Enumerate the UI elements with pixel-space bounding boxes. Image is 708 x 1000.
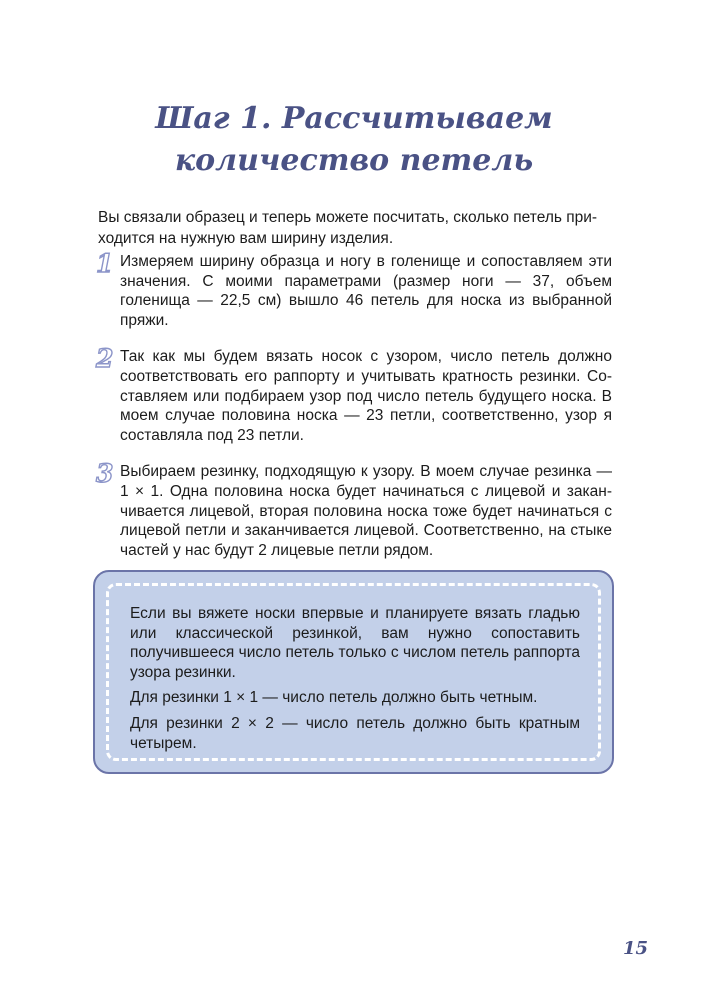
tip-paragraph: Для резинки 2 × 2 — число петель должно быть кратным четырем.: [130, 714, 580, 752]
step-number: 2: [96, 344, 114, 374]
step-item: [96, 344, 612, 445]
page-number: 15: [622, 938, 648, 959]
page-title: Шаг 1. Рассчитываем количество петель: [155, 101, 553, 178]
step-text: Выбираем резинку, подходящую к узору. В моем случае резинка — 1 × 1. Одна половина носка будет начинаться с лицевой и заканчивается лицевой, вторая половина носка тоже будет начинаться с лицевой петли и заканчивается лицевой. Соответственно, на стыке частей у нас будут 2 лицевые петли рядом.: [120, 463, 612, 559]
tip-paragraph: Если вы вяжете носки впервые и планируете вязать гладью или классической резинкой, вам нужно сопоставить получившееся число петель только с числом петель раппорта узора резинки.: [130, 605, 580, 681]
step-item: [96, 249, 612, 330]
step-number: 3: [96, 459, 114, 489]
step-number: 1: [96, 249, 114, 278]
tip-box-content: [130, 604, 580, 759]
tip-paragraph: Для резинки 1 × 1 — число петель должно быть четным.: [130, 689, 538, 707]
step-text: Так как мы будем вязать носок с узором, число петель должно соответствовать его раппорту и учитывать кратность резинки. Составляем или подбираем узор под число петель будущего носка. В моем случае половина носка — 23 петли, соответственно, узор я составляла под 23 петли.: [120, 348, 612, 444]
step-item: [96, 459, 612, 560]
step-text: Измеряем ширину образца и ногу в голенище и сопоставляем эти значения. С моими параметрами (размер ноги — 37, объем голенища — 22,5 см) вышло 46 петель для носка из выбранной пряжи.: [120, 253, 612, 329]
steps-list: [96, 249, 612, 577]
tip-box: [93, 570, 614, 774]
intro-paragraph: Вы связали образец и теперь можете посчитать, сколько петель приходится на нужную вам ширину изделия.: [98, 209, 598, 247]
